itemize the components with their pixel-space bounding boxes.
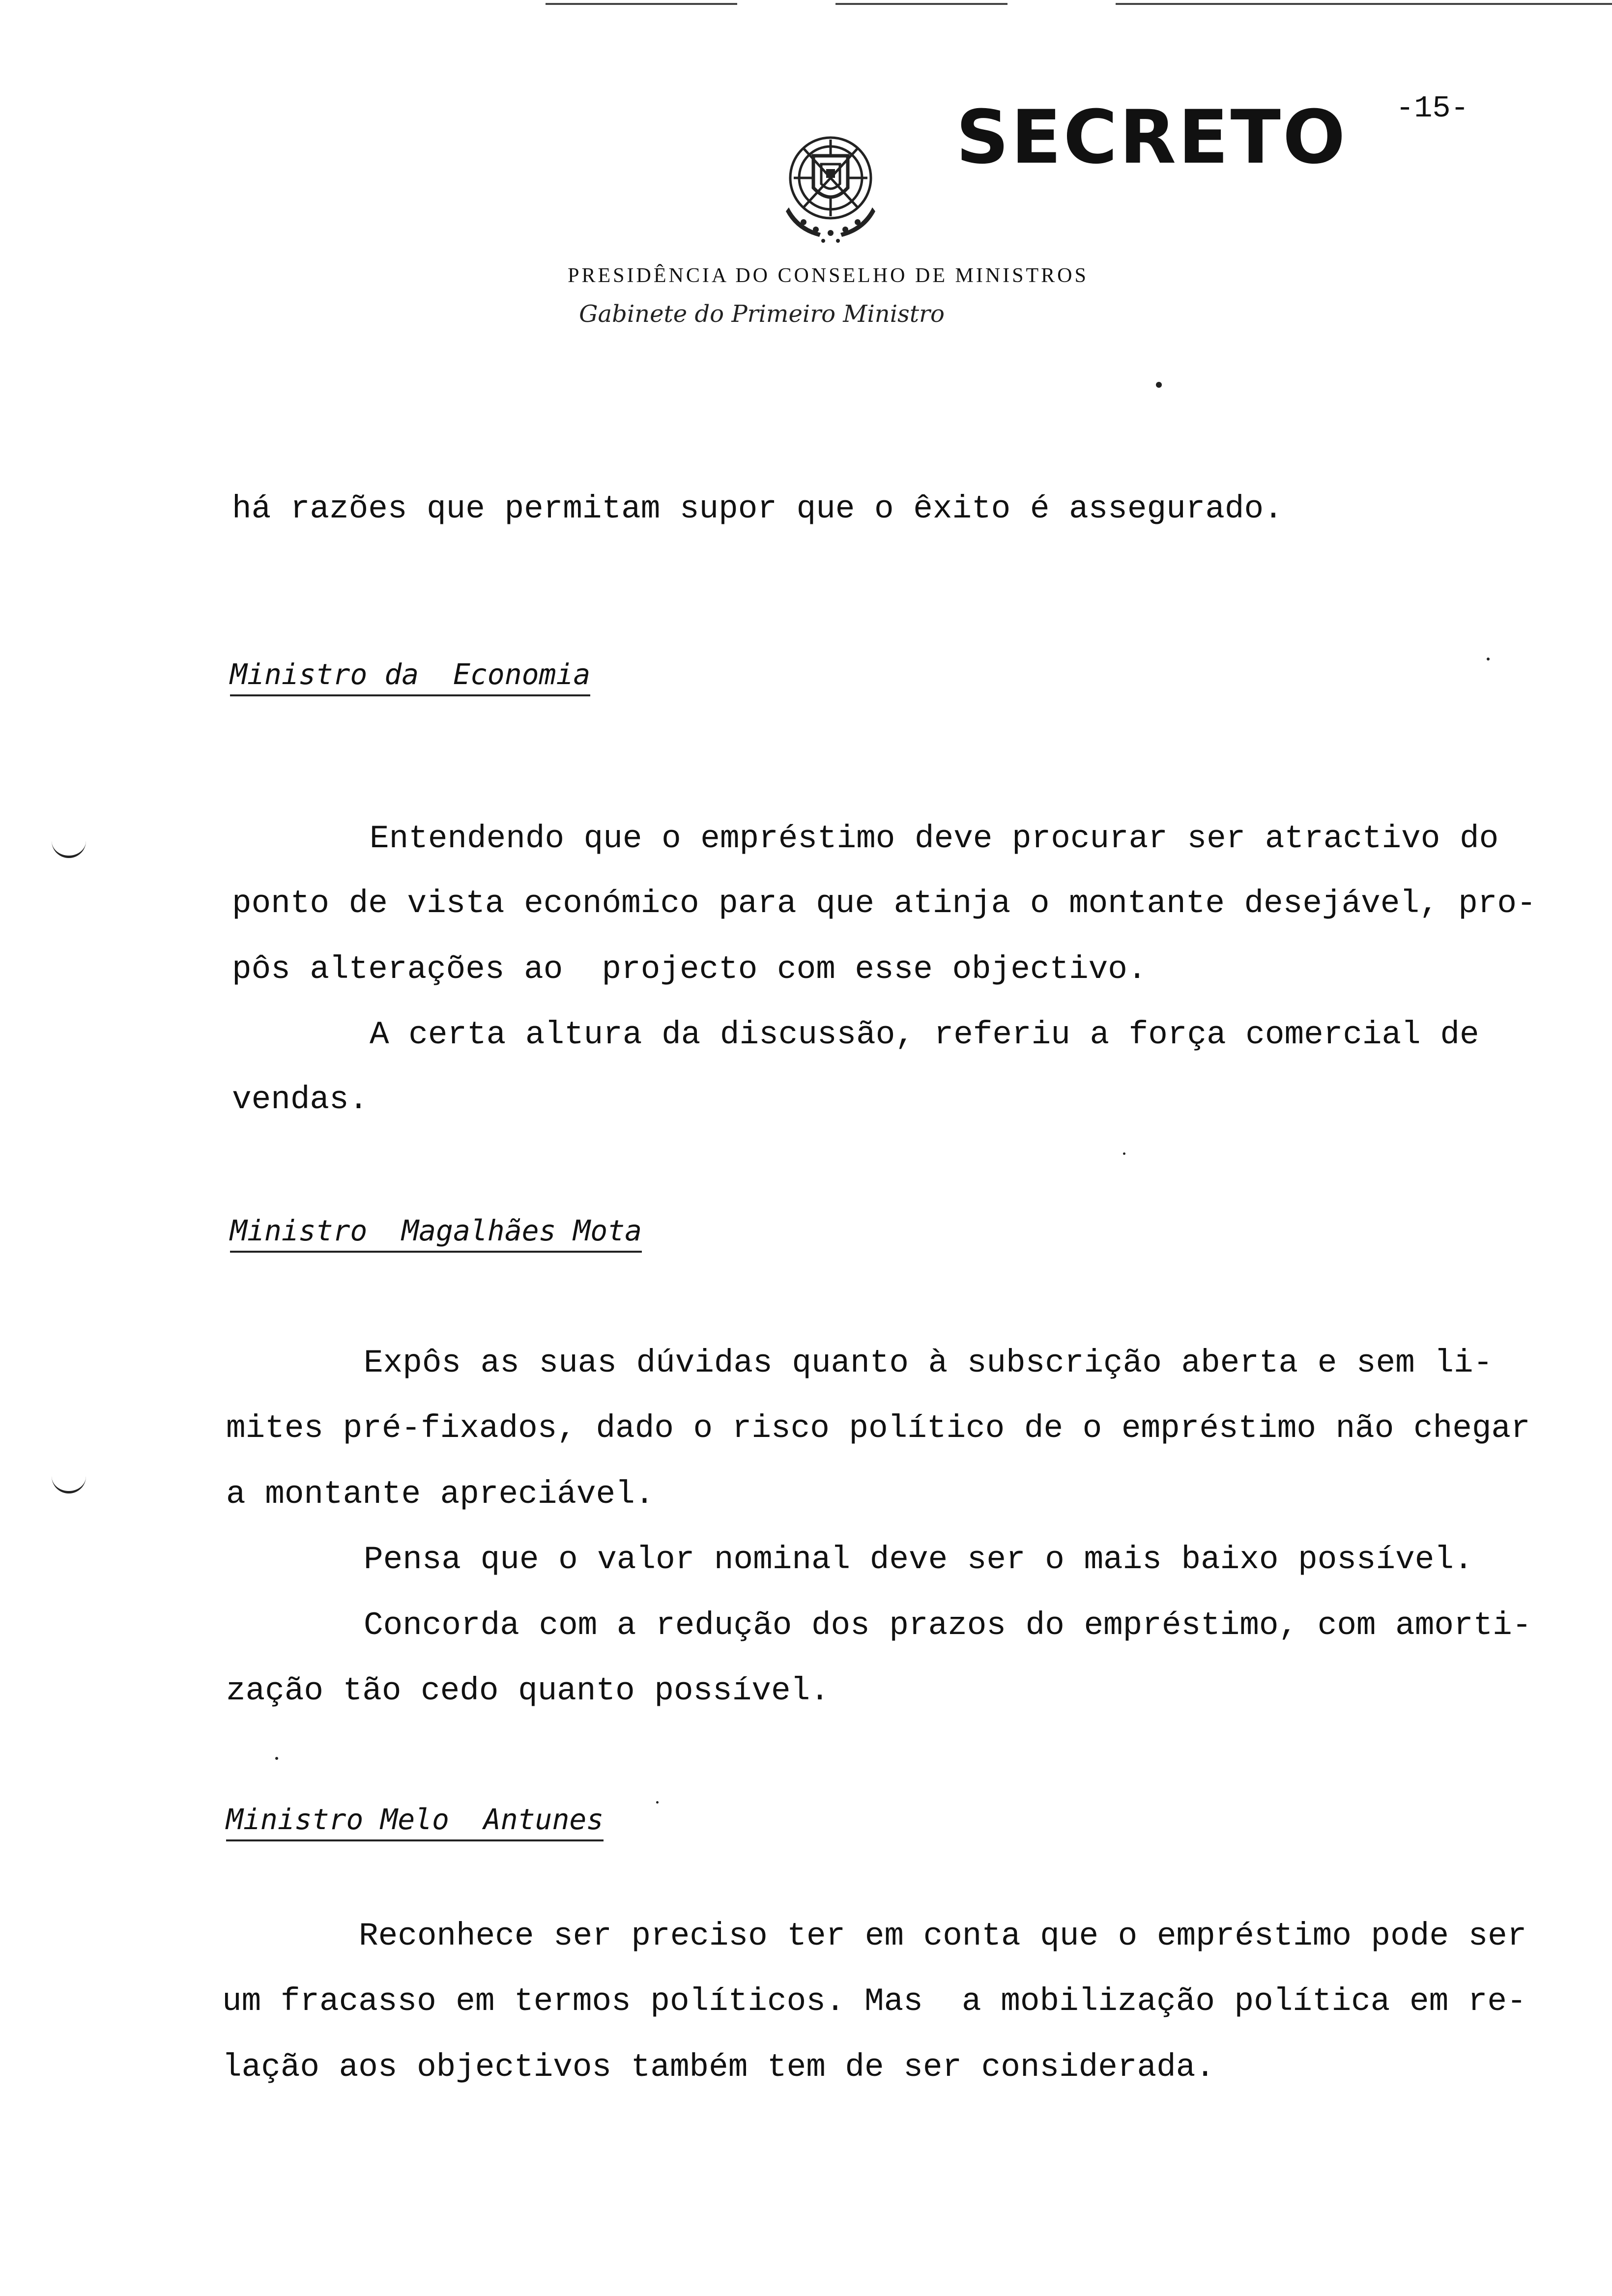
organization-name: PRESIDÊNCIA DO CONSELHO DE MINISTROS <box>568 264 1089 287</box>
body-line: A certa altura da discussão, referiu a força comercial de <box>370 1016 1479 1053</box>
scan-mark <box>1156 382 1162 388</box>
page-number: -15- <box>1396 91 1469 126</box>
top-rule-left <box>546 3 737 5</box>
binding-mark <box>52 838 86 858</box>
binding-mark <box>52 1473 86 1493</box>
section-heading-economia: Ministro da Economia <box>230 660 590 696</box>
body-line: a montante apreciável. <box>226 1476 655 1513</box>
top-rule-right <box>1116 3 1612 5</box>
scan-mark <box>275 1757 278 1760</box>
body-line: um fracasso em termos políticos. Mas a mobilização política em re- <box>222 1983 1526 2020</box>
body-line: Pensa que o valor nominal deve ser o mais baixo possível. <box>364 1541 1473 1578</box>
section-heading-magalhaes-mota: Ministro Magalhães Mota <box>230 1216 642 1253</box>
body-line: mites pré-fixados, dado o risco político de o empréstimo não chegar <box>226 1410 1530 1447</box>
body-line: lação aos objectivos também tem de ser considerada. <box>222 2049 1215 2086</box>
body-line: vendas. <box>232 1081 369 1118</box>
body-line: Concorda com a redução dos prazos do empréstimo, com amorti- <box>364 1607 1532 1644</box>
classification-stamp: SECRETO <box>956 95 1348 180</box>
scan-mark <box>1123 1152 1125 1155</box>
coat-of-arms-icon <box>774 129 887 247</box>
body-line: Expôs as suas dúvidas quanto à subscrição aberta e sem li- <box>364 1345 1493 1381</box>
body-line: zação tão cedo quanto possível. <box>226 1672 830 1709</box>
scan-mark <box>1487 658 1490 660</box>
office-name: Gabinete do Primeiro Ministro <box>579 300 945 328</box>
body-line: Entendendo que o empréstimo deve procurar ser atractivo do <box>370 820 1499 857</box>
section-heading-melo-antunes: Ministro Melo Antunes <box>226 1805 604 1841</box>
scan-mark <box>656 1801 659 1804</box>
body-line: ponto de vista económico para que atinja o montante desejável, pro- <box>232 885 1536 922</box>
body-line: há razões que permitam supor que o êxito é assegurado. <box>232 490 1283 527</box>
top-rule-middle <box>835 3 1008 5</box>
body-line: pôs alterações ao projecto com esse objectivo. <box>232 951 1147 988</box>
body-line: Reconhece ser preciso ter em conta que o empréstimo pode ser <box>359 1918 1527 1954</box>
